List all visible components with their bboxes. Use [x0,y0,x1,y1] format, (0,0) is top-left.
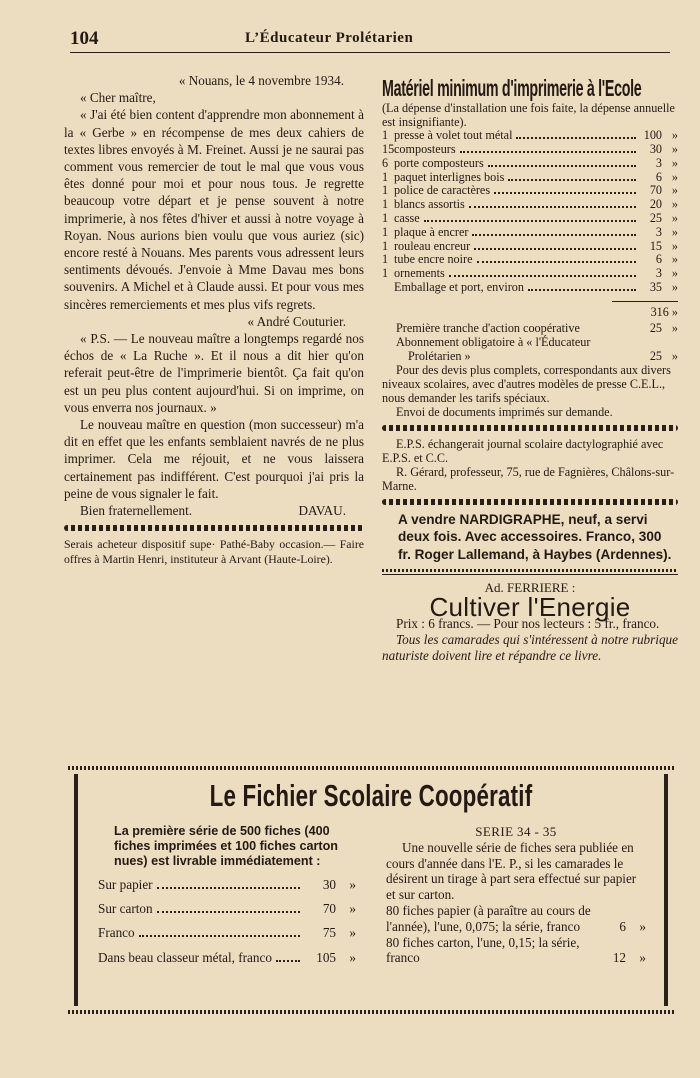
extra-name: Abonnement obligatoire à « l'Éducateur Prolétarien » [396,334,591,363]
sum-rule [612,301,678,302]
item-name: composteurs [394,142,456,156]
materiel-item [382,129,678,143]
materiel-item [382,253,678,267]
separator-rule [382,574,678,575]
item-name: casse [394,210,420,225]
price-name: Franco [98,925,135,941]
item-qty: 1 [382,252,389,267]
devis-text: Pour des devis plus complets, correspondants aux divers niveaux scolaires, avec d'autres modèles de presse C.E.L., nous demander les tarifs spéciaux. [382,362,671,405]
materiel-list [382,129,678,295]
item-unit: » [671,279,678,294]
fichier-price [98,950,356,966]
item-unit: » [671,155,678,170]
item-name: rouleau encreur [394,238,471,253]
item-unit: » [671,142,678,156]
materiel-item [382,281,678,295]
extra-price: 25 [649,348,662,363]
price-value: 70 [322,901,336,917]
item-name: porte composteurs [394,155,484,170]
box-border-bottom [68,1010,674,1014]
extra-price: 25 [649,320,662,335]
materiel-item [382,226,678,240]
item-unit: » [671,224,678,239]
materiel-title: Matériel minimum d'imprimerie à l'Ecole [382,75,642,101]
leader-dots [276,960,300,962]
materiel-item [382,171,678,185]
item-qty: 1 [382,266,389,281]
classified-note: Serais acheteur dispositif supe· Pathé-Baby occasion.— Faire offres à Martin Henri, instituteur à Arvant (Haute-Loire). [64,537,364,566]
leader-dots [460,151,636,153]
price-unit: » [349,901,356,917]
materiel-item [382,157,678,171]
price-unit: » [349,877,356,892]
item-qty: 6 [382,155,389,170]
item-name: presse à volet tout métal [394,128,513,143]
leader-dots [488,165,636,167]
page-header [70,28,670,54]
book-title: Cultiver l'Energie [429,591,631,622]
letter-signature: « André Couturier. [247,313,346,329]
extra-name: Première tranche d'action coopérative [396,320,580,335]
fichier-intro: La première série de 500 fiches (400 fiches imprimées et 100 fiches carton nues) est livrable immédiatement : [114,824,338,868]
box-border-top [68,766,674,770]
closing-line [64,502,364,519]
box-border-right [664,774,668,1006]
materiel-item [382,240,678,254]
item-price: 30 [649,142,662,156]
item-price: 3 [655,224,662,239]
separator [382,569,678,572]
item-unit: » [671,183,678,198]
materiel-item [382,143,678,157]
leader-dots [528,289,636,291]
item-unit: » [671,128,678,143]
materiel-extra-item [382,335,678,363]
envoi-text: Envoi de documents imprimés sur demande. [396,404,613,419]
offer-2 [386,935,646,967]
item-qty: 15 [382,142,395,156]
item-qty: 1 [382,197,389,212]
item-name: police de caractères [394,183,491,198]
closing-text: Bien fraternellement. [80,503,193,519]
item-qty: 1 [382,224,389,239]
item-price: 3 [655,266,662,281]
materiel-item [382,267,678,281]
item-price: 25 [649,210,662,225]
fichier-right [386,824,646,966]
materiel-item [382,184,678,198]
item-price: 70 [649,183,662,198]
offer-2-text: 80 fiches carton, l'une, 0,15; la série, franco [386,934,580,966]
price-value: 75 [322,925,336,941]
price-name: Dans beau classeur métal, franco [98,949,272,965]
materiel-intro: (La dépense d'installation une fois faite, la dépense annuelle est insignifiante). [382,101,675,130]
item-unit: » [671,238,678,253]
item-price: 100 [643,128,662,143]
letter-column [64,72,364,566]
offer-2-unit: » [639,950,646,966]
item-unit: » [671,266,678,281]
leader-dots [157,911,300,913]
extra-unit: » [671,348,678,363]
item-qty: 1 [382,128,389,143]
letter-body: « J'ai été bien content d'apprendre mon abonnement à la « Gerbe » en récompense de mes deux cahiers de textes libres envoyés à M. Freinet. Aussi je ne saurai pas comment vous remercier de tout le mal que vous vous êtes donné pour moi et pour nous tous. Je regrette beaucoup votre départ et je pense souvent à notre imprimerie, à nos fêtes d'hiver et aussi à notre voyage à Royan. Nous aurions bien voulu que vous auriez (sic) encore resté à Nouans. Mes parents vous adressent leurs sentiments dévoués. J'envoie à Mme Davau mes bons souvenirs. A Michel et à Claude aussi. Et pour vous mes sincères remerciements et mes plus vifs regrets. [64,107,364,312]
separator [382,499,678,505]
separator [382,425,678,431]
offer-2-price: 12 [612,950,626,966]
price-value: 30 [322,877,336,892]
leader-dots [424,220,636,222]
item-name: blancs assortis [394,197,465,212]
price-name: Sur carton [98,901,153,917]
header-rule [70,52,670,53]
fichier-price [98,877,356,893]
fichier-price [98,925,356,941]
letter-comment: Le nouveau maître en question (mon successeur) m'a dit en effet que les enfants semblaient navrés de ne plus imprimer. Cela me réjouit, et ne vous laissera certainement pas indifférent. C'est pourquoi j'ai pris la peine de vous signaler le fait. [64,417,364,501]
leader-dots [469,206,636,208]
ferriere-author: Ad. FERRIERE : [484,580,576,596]
materiel-item [382,212,678,226]
eps-line1: E.P.S. échangerait journal scolaire dactylographié avec E.P.S. et C.C. [382,436,664,465]
nardigraphe-ad: A vendre NARDIGRAPHE, neuf, a servi deux fois. Avec accessoires. Franco, 300 fr. Roger Lallemand, à Haybes (Ardennes). [398,511,672,562]
item-unit: » [671,210,678,225]
item-qty: 1 [382,183,389,198]
offer-1 [386,903,646,935]
fichier-left [98,824,356,966]
box-border-left [74,774,78,1006]
separator [64,525,364,531]
price-unit: » [349,925,356,941]
offer-1-text: 80 fiches papier (à paraître au cours de l'année), l'une, 0,075; la série, franco [386,902,591,934]
fichier-price-list [98,877,356,966]
page-number: 104 [70,28,99,49]
offer-1-unit: » [639,918,646,934]
item-qty: 1 [382,238,389,253]
total-unit: » [671,304,678,319]
item-name: plaque à encrer [394,224,469,239]
item-qty: 1 [382,169,389,184]
item-price: 6 [655,169,662,184]
item-unit: » [671,169,678,184]
total-value: 316 [650,304,669,319]
leader-dots [139,935,300,937]
book-price: Prix : 6 francs. — Pour nos lecteurs : 5 fr., franco. [396,615,660,631]
book-note: Tous les camarades qui s'intéressent à notre rubrique naturiste doivent lire et répandre ce livre. [382,631,678,663]
price-value: 105 [316,949,336,965]
leader-dots [474,248,636,250]
fichier-title: Le Fichier Scolaire Coopératif [209,778,533,813]
leader-dots [508,179,636,181]
item-qty: 1 [382,210,389,225]
serie-text: Une nouvelle série de fiches sera publiée en cours d'année dans l'E. P., si les camarades le désirent un tirage à part sera effectué sur papier et sur carton. [386,839,637,903]
serie-title: SERIE 34 - 35 [475,824,557,839]
materiel-column [382,75,678,664]
letter-dateline: « Nouans, le 4 novembre 1934. [178,73,344,88]
fichier-price [98,901,356,917]
materiel-item [382,198,678,212]
price-unit: » [349,949,356,965]
materiel-extra [382,321,678,363]
item-name: paquet interlignes bois [394,169,505,184]
item-price: 6 [655,252,662,267]
leader-dots [516,137,636,139]
price-name: Sur papier [98,877,153,892]
item-name: tube encre noire [394,252,473,267]
fichier-box [68,766,674,1014]
item-price: 3 [655,155,662,170]
item-unit: » [671,252,678,267]
running-title: L’Éducateur Prolétarien [245,30,414,46]
leader-dots [477,261,637,263]
materiel-total [382,304,678,321]
letter-ps: « P.S. — Le nouveau maître a longtemps regardé nos échos de « La Ruche ». Et il nous a dit hier qu'on referait peut-être de l'imprimerie bientôt. Ça fait qu'on est un peu plus content aujourd'hui. Si on imprime, on vous enverra nos journaux. » [64,331,364,415]
item-unit: » [671,197,678,212]
leader-dots [494,192,636,194]
item-price: 20 [649,197,662,212]
item-name: ornements [394,266,445,281]
leader-dots [449,275,636,277]
item-price: 15 [649,238,662,253]
offer-1-price: 6 [619,918,626,934]
eps-line2: R. Gérard, professeur, 75, rue de Fagnières, Châlons-sur-Marne. [382,464,675,493]
letter-salutation: « Cher maître, [80,90,156,106]
leader-dots [157,887,300,889]
item-price: 35 [649,279,662,294]
leader-dots [472,234,636,236]
materiel-extra-item [382,321,678,335]
item-name: Emballage et port, environ [394,279,524,294]
extra-unit: » [671,320,678,335]
author-name: DAVAU. [298,503,346,519]
